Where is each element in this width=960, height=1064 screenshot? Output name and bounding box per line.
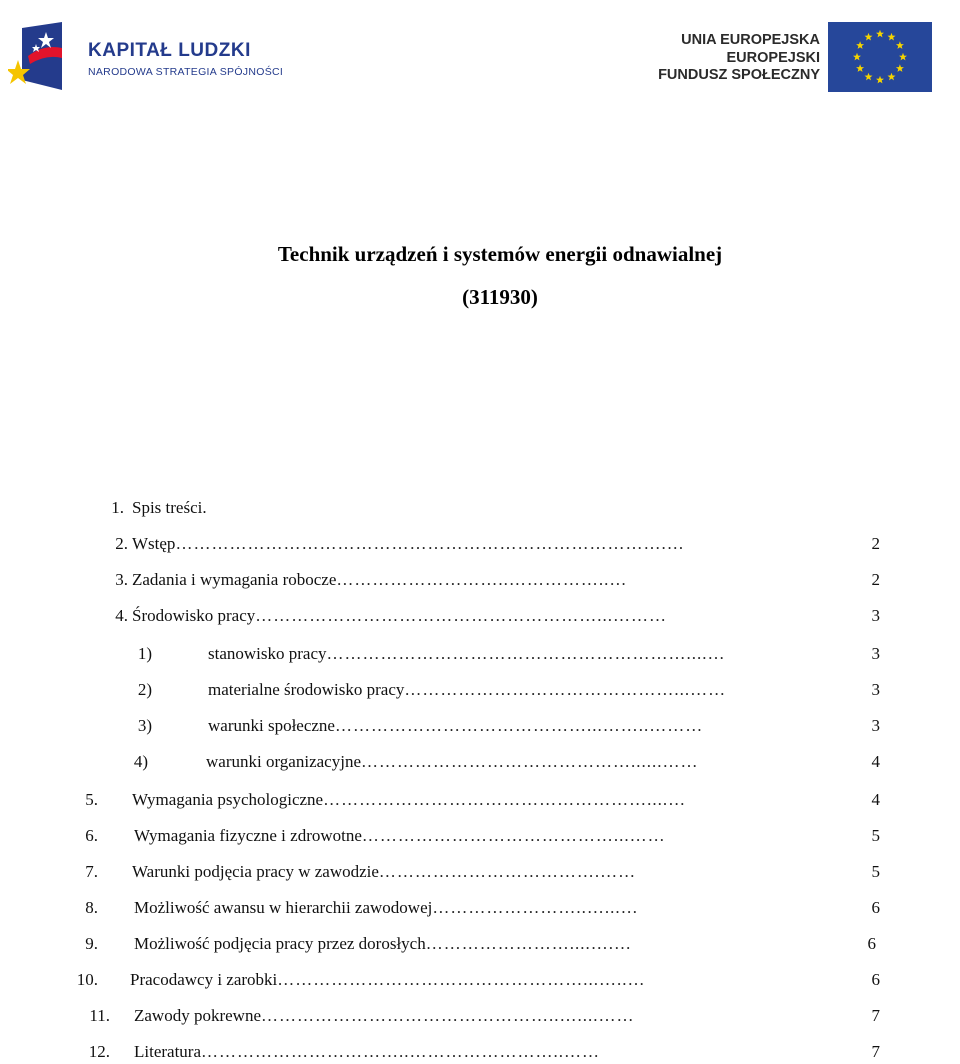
toc-entry-page: 6 bbox=[871, 898, 880, 917]
toc-entry-leader-dots: ……………………………..……………………..…… bbox=[201, 1042, 601, 1061]
document-code: (311930) bbox=[462, 285, 538, 309]
toc-entry-number: 1) bbox=[137, 644, 152, 663]
toc-entry-number: 9. bbox=[85, 934, 98, 953]
toc-entry-page: 7 bbox=[871, 1042, 880, 1061]
toc-entry-number: 7. bbox=[85, 862, 98, 881]
toc-entry-label: Spis treści. bbox=[132, 498, 207, 517]
toc-entry-label: Literatura bbox=[134, 1042, 202, 1061]
eu-line2: EUROPEJSKI bbox=[726, 49, 820, 66]
toc-entry-leader-dots: ……………………………………...……..……… bbox=[334, 716, 704, 735]
toc-entry bbox=[0, 496, 960, 520]
toc-entry-page: 5 bbox=[871, 826, 880, 845]
toc-entry-label: Zadania i wymagania robocze bbox=[132, 570, 337, 589]
toc-entry-number: 5. bbox=[85, 790, 98, 809]
document-title: Technik urządzeń i systemów energii odnawialnej bbox=[277, 242, 723, 266]
toc-entry-page: 3 bbox=[871, 680, 880, 699]
toc-entry-label: Wstęp bbox=[132, 534, 176, 553]
toc-entry-page: 2 bbox=[871, 570, 880, 589]
toc-entry-page: 6 bbox=[867, 934, 876, 953]
kapital-ludzki-title: KAPITAŁ LUDZKI bbox=[88, 40, 251, 61]
toc-entry bbox=[0, 860, 960, 884]
toc-entry-label: Pracodawcy i zarobki bbox=[130, 970, 278, 989]
toc-entry bbox=[0, 678, 960, 702]
toc-entry-leader-dots: ………………………..……………..… bbox=[336, 570, 628, 589]
toc-entry-label: warunki organizacyjne bbox=[206, 752, 361, 771]
toc-entry-page: 6 bbox=[871, 970, 880, 989]
toc-entry-label: Możliwość podjęcia pracy przez dorosłych bbox=[134, 934, 426, 953]
toc-entry-label: Możliwość awansu w hierarchii zawodowej bbox=[134, 898, 433, 917]
toc-entry-label: Warunki podjęcia pracy w zawodzie bbox=[132, 862, 379, 881]
toc-entry-leader-dots: ………………………………………...…… bbox=[404, 680, 727, 699]
toc-entry bbox=[0, 532, 960, 556]
toc-entry-leader-dots: ……………………………….…… bbox=[378, 862, 637, 881]
toc-entry-number: 10. bbox=[76, 970, 98, 989]
toc-entry-label: Środowisko pracy bbox=[132, 606, 256, 625]
eu-line3: FUNDUSZ SPOŁECZNY bbox=[658, 67, 820, 83]
toc-entry-number: 2) bbox=[137, 680, 152, 699]
toc-entry bbox=[0, 1040, 960, 1064]
toc-entry-number: 3) bbox=[137, 716, 152, 735]
toc-entry bbox=[0, 642, 960, 666]
toc-entry-page: 3 bbox=[871, 716, 880, 735]
toc-entry bbox=[0, 788, 960, 812]
toc-entry-page: 2 bbox=[871, 534, 880, 553]
toc-entry-number: 1. bbox=[111, 498, 124, 517]
eu-line1: UNIA EUROPEJSKA bbox=[681, 32, 820, 48]
toc-entry-leader-dots: ……………………....….… bbox=[425, 934, 632, 953]
toc-entry-label: warunki społeczne bbox=[208, 716, 335, 735]
toc-entry bbox=[0, 714, 960, 738]
toc-entry bbox=[0, 568, 960, 592]
toc-entry-leader-dots: ………………………………………………....… bbox=[323, 790, 687, 809]
toc-entry-label: Zawody pokrewne bbox=[134, 1006, 261, 1025]
toc-entry-leader-dots: ……………………………………………………………………….… bbox=[175, 534, 685, 553]
toc-entry-leader-dots: ……………………………………………………....… bbox=[326, 644, 726, 663]
toc-entry bbox=[0, 932, 960, 956]
toc-entry-number: 4) bbox=[133, 752, 148, 771]
kapital-ludzki-subtitle: NARODOWA STRATEGIA SPÓJNOŚCI bbox=[88, 66, 284, 78]
toc-entry bbox=[0, 968, 960, 992]
toc-entry-page: 5 bbox=[871, 862, 880, 881]
toc-entry-page: 3 bbox=[871, 606, 880, 625]
toc-entry-number: 12. bbox=[88, 1042, 110, 1061]
toc-entry-leader-dots: …………………………………………..…....…… bbox=[261, 1006, 635, 1025]
toc-entry bbox=[0, 750, 960, 774]
toc-entry-number: 11. bbox=[89, 1006, 110, 1025]
toc-entry-leader-dots: ……………………………………...…… bbox=[361, 826, 666, 845]
toc-entry-number: 6. bbox=[85, 826, 98, 845]
toc-entry bbox=[0, 1004, 960, 1028]
toc-entry bbox=[0, 824, 960, 848]
toc-entry-page: 7 bbox=[871, 1006, 880, 1025]
toc-entry bbox=[0, 896, 960, 920]
toc-entry-number: 2. bbox=[115, 534, 128, 553]
toc-entry-number: 8. bbox=[85, 898, 98, 917]
toc-entry-number: 3. bbox=[115, 570, 128, 589]
toc-entry bbox=[0, 604, 960, 628]
toc-entry-label: Wymagania psychologiczne bbox=[132, 790, 324, 809]
toc-entry-page: 4 bbox=[871, 790, 880, 809]
toc-entry-label: materialne środowisko pracy bbox=[208, 680, 405, 699]
toc-entry-leader-dots: ……………………..…...… bbox=[432, 898, 639, 917]
toc-entry-page: 3 bbox=[871, 644, 880, 663]
toc-entry-page: 4 bbox=[871, 752, 880, 771]
toc-entry-label: stanowisko pracy bbox=[208, 644, 327, 663]
toc-entry-leader-dots: …………………………………………………...……… bbox=[255, 606, 667, 625]
toc-entry-leader-dots: ………………………………………......…… bbox=[360, 752, 699, 771]
toc-entry-label: Wymagania fizyczne i zdrowotne bbox=[134, 826, 362, 845]
toc-entry-leader-dots: ……………………………………………...…..… bbox=[277, 970, 646, 989]
toc-entry-number: 4. bbox=[115, 606, 128, 625]
